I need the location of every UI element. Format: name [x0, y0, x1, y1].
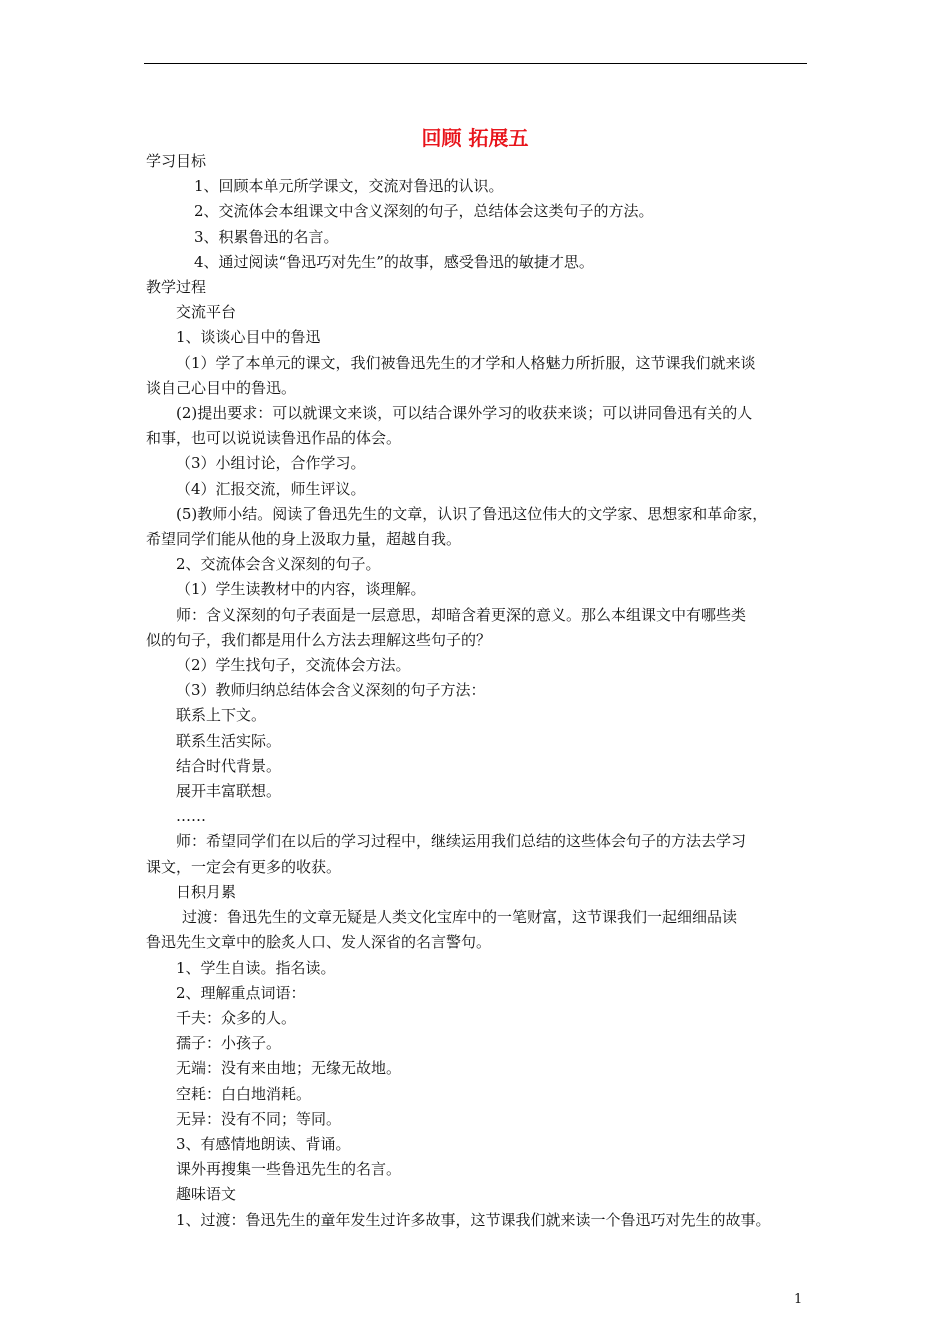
text-line: 交流平台 — [176, 303, 237, 322]
text-line: （3）小组讨论，合作学习。 — [176, 454, 366, 473]
text-line: 日积月累 — [176, 882, 237, 901]
text-line: 1、回顾本单元所学课文，交流对鲁迅的认识。 — [194, 177, 504, 196]
text-line: 课外再搜集一些鲁迅先生的名言。 — [176, 1160, 402, 1179]
text-line: 联系上下文。 — [176, 706, 267, 725]
text-line: 师：含义深刻的句子表面是一层意思，却暗含着更深的意义。那么本组课文中有哪些类 — [176, 605, 747, 624]
text-line: 师：希望同学们在以后的学习过程中，继续运用我们总结的这些体会句子的方法去学习 — [176, 832, 747, 851]
text-line: 2、理解重点词语： — [176, 983, 306, 1002]
text-line: 联系生活实际。 — [176, 731, 282, 750]
text-line: 学习目标 — [146, 152, 207, 170]
text-line: （2）学生找句子，交流体会方法。 — [176, 656, 411, 675]
text-line: 4、通过阅读“鲁迅巧对先生”的故事，感受鲁迅的敏捷才思。 — [194, 252, 594, 271]
text-line: 展开丰富联想。 — [176, 782, 282, 801]
text-line: 过渡：鲁迅先生的文章无疑是人类文化宝库中的一笔财富，这节课我们一起细细品读 — [182, 908, 738, 927]
text-line: （3）教师归纳总结体会含义深刻的句子方法： — [176, 681, 486, 700]
text-line: 3、有感情地朗读、背诵。 — [176, 1134, 351, 1153]
text-line: 2、交流体会本组课文中含义深刻的句子，总结体会这类句子的方法。 — [194, 202, 654, 221]
text-line: 孺子：小孩子。 — [176, 1034, 282, 1053]
text-line: 希望同学们能从他的身上汲取力量，超越自我。 — [146, 530, 462, 549]
text-line: 谈自己心目中的鲁迅。 — [146, 378, 297, 397]
text-line: …… — [176, 807, 206, 826]
text-line: 1、过渡：鲁迅先生的童年发生过许多故事，这节课我们就来读一个鲁迅巧对先生的故事。 — [176, 1210, 771, 1229]
text-line: 趣味语文 — [176, 1185, 237, 1204]
text-line: （4）汇报交流，师生评议。 — [176, 479, 366, 498]
page-number: 1 — [794, 1292, 803, 1307]
text-line: 似的句子，我们都是用什么方法去理解这些句子的？ — [146, 630, 492, 649]
text-line: 无异：没有不同；等同。 — [176, 1109, 342, 1128]
document-body — [146, 149, 810, 1233]
text-line: 教学过程 — [146, 278, 207, 297]
document-title: 回顾 拓展五 — [421, 126, 529, 150]
text-line: （1）学了本单元的课文，我们被鲁迅先生的才学和人格魅力所折服，这节课我们就来谈 — [176, 353, 756, 372]
text-line: 2、交流体会含义深刻的句子。 — [176, 555, 381, 574]
header-rule — [144, 63, 807, 64]
text-line: 和事，也可以说说读鲁迅作品的体会。 — [146, 429, 402, 448]
text-line: 课文，一定会有更多的收获。 — [146, 857, 342, 876]
text-line: 结合时代背景。 — [176, 756, 282, 775]
text-line: 空耗：白白地消耗。 — [176, 1084, 312, 1103]
text-line: 千夫：众多的人。 — [176, 1008, 297, 1027]
text-line: （1）学生读教材中的内容，谈理解。 — [176, 580, 426, 599]
text-line: (2)提出要求：可以就课文来谈，可以结合课外学习的收获来谈；可以讲同鲁迅有关的人 — [176, 404, 753, 423]
text-line: 3、积累鲁迅的名言。 — [194, 227, 339, 246]
text-line: 1、谈谈心目中的鲁迅 — [176, 328, 321, 347]
text-line: 1、学生自读。指名读。 — [176, 958, 336, 977]
text-line: 无端：没有来由地；无缘无故地。 — [176, 1059, 402, 1078]
text-line: (5)教师小结。阅读了鲁迅先生的文章，认识了鲁迅这位伟大的文学家、思想家和革命家， — [176, 504, 768, 523]
text-line: 鲁迅先生文章中的脍炙人口、发人深省的名言警句。 — [146, 933, 492, 952]
